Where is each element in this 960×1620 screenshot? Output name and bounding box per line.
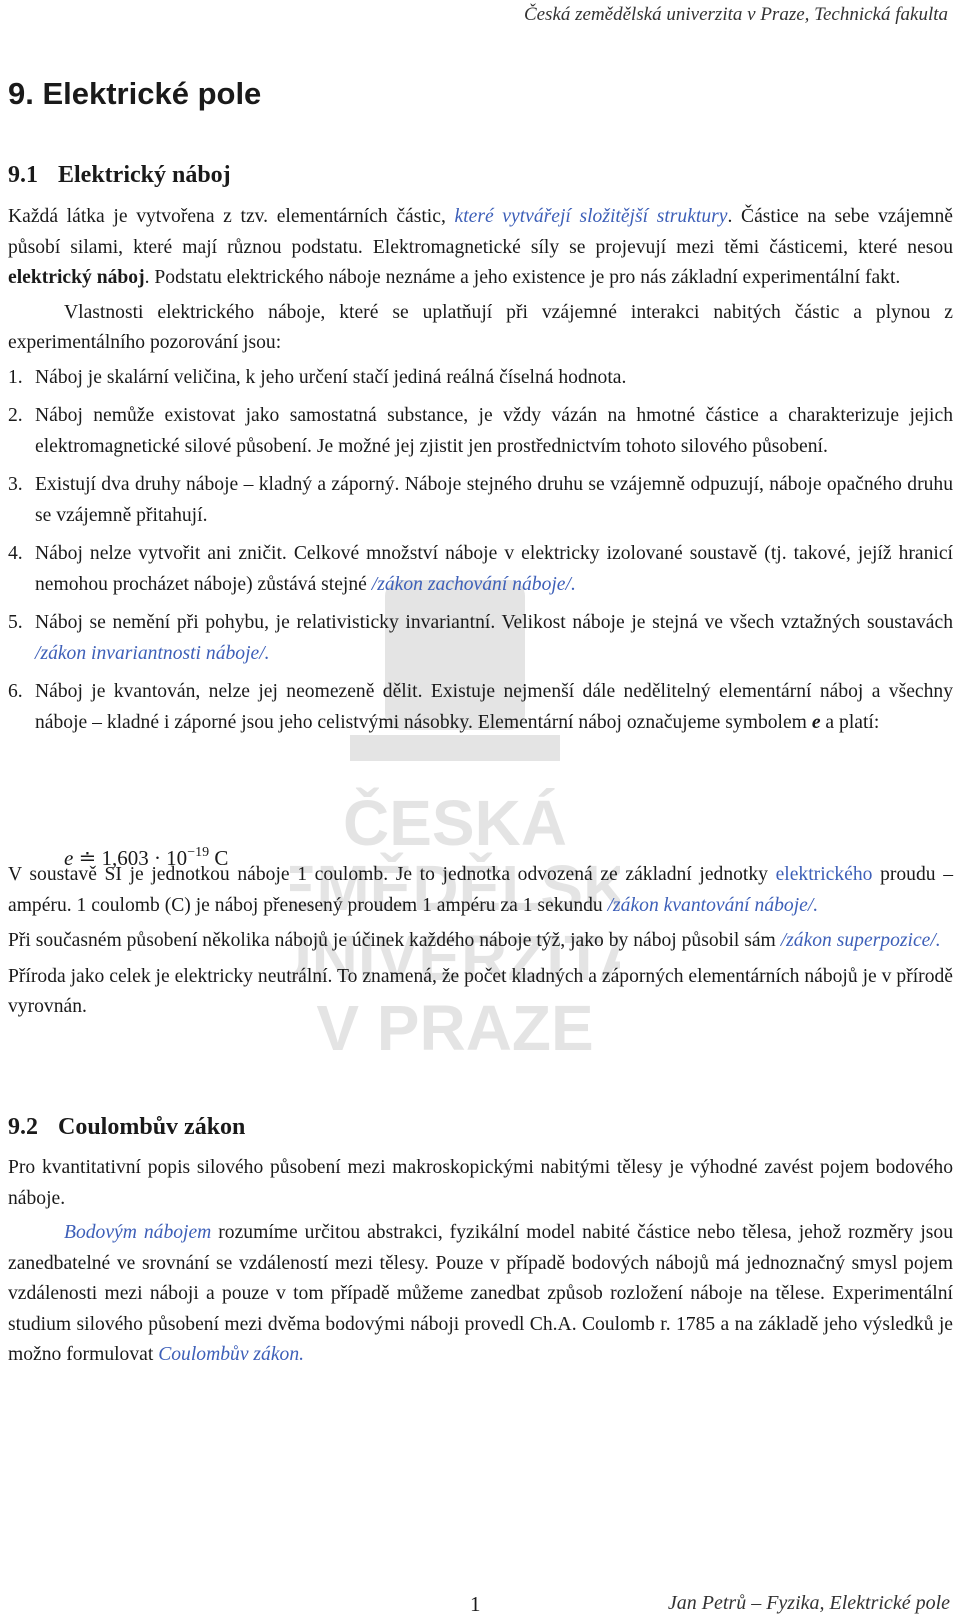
item-number: 1. xyxy=(8,366,23,388)
item-text: Náboj se nemění při pohybu, je relativisticky invariantní. Velikost náboje je stejná ve všech vztažných soustavách xyxy=(35,612,953,633)
point-charge-paragraph xyxy=(8,1218,953,1371)
bold-term: elektrický náboj xyxy=(8,267,145,288)
text-run: . Částice na sebe vzájemně působí silami, které mají různou podstatu. Elektromagnetické síly se projevují mezi těmi částicemi, které nesou xyxy=(8,206,954,258)
page-number: 1 xyxy=(470,1592,481,1616)
term-link[interactable]: Bodovým nábojem xyxy=(64,1222,212,1243)
item-text: a platí: xyxy=(820,711,880,733)
text-run: Každá látka je vytvořena z tzv. elementárních částic, xyxy=(8,206,455,227)
section-title: Coulombův zákon xyxy=(58,1114,246,1140)
properties-list xyxy=(8,363,953,739)
superposition-paragraph xyxy=(8,926,953,957)
formula-unit: C xyxy=(214,846,229,870)
symbol-e: e xyxy=(811,711,821,733)
formula-symbol: e xyxy=(64,846,74,870)
text-run: . Podstatu elektrického náboje neznáme a jeho existence je pro nás základní experimentální fakt. xyxy=(144,267,901,288)
item-number: 5. xyxy=(8,612,23,633)
item-text: Náboj nemůže existovat jako samostatná substance, je vždy vázán na hmotné částice a charakterizuje jejich elektromagnetické silové působení. Je možné jej zjistit jen prostřednictvím tohoto silového působení. xyxy=(35,405,953,457)
section-9-1-body xyxy=(8,202,953,746)
section-number: 9.1 xyxy=(8,162,38,188)
formula-mantissa: 1,603 · 10 xyxy=(101,846,188,870)
item-text: Náboj je kvantován, nelze jej neomezeně dělit. Existuje nejmenší dále nedělitelný elementární náboj a všechny náboje – kladné i záporné jsou jeho celistvými násobky. Elementární náboj označujeme symbolem xyxy=(35,681,953,733)
item-number: 3. xyxy=(8,474,23,495)
point-charge-intro: Pro kvantitativní popis silového působení mezi makroskopickými nabitými tělesy je výhodné zavést pojem bodového náboje. xyxy=(8,1157,953,1209)
intro-paragraph xyxy=(8,202,953,294)
text-run: V soustavě SI je jednotkou náboje 1 coulomb. Je to jednotka odvozená ze základní jednotky xyxy=(8,864,776,885)
formula-relation: ≐ xyxy=(78,846,97,870)
section-title: Elektrický náboj xyxy=(58,162,231,188)
svg-text:UNIVERZITA: NIVERZIT xyxy=(311,922,599,994)
neutrality-paragraph: Příroda jako celek je elektricky neutrální. To znamená, že počet kladných a záporných elementárních nábojů je v přírodě vyrovnán. xyxy=(8,965,953,1017)
law-link[interactable]: Coulombův zákon. xyxy=(158,1344,305,1365)
section-9-1-body-continued xyxy=(8,860,953,1023)
si-unit-paragraph xyxy=(8,860,953,921)
text-run: proudu – ampéru. 1 coulomb (C) je náboj přenesený proudem 1 ampéru za 1 sekundu xyxy=(8,864,954,916)
chapter-title: 9. Elektrické pole xyxy=(8,76,262,111)
list-item xyxy=(8,539,953,600)
item-number: 6. xyxy=(8,681,23,702)
item-text: Existují dva druhy náboje – kladný a záporný. Náboje stejného druhu se vzájemně odpuzují, náboje opačného druhu se vzájemně přitahují. xyxy=(35,474,953,526)
svg-text:V PRAZE: V PRAZE xyxy=(316,992,594,1064)
running-header: Česká zemědělská univerzita v Praze, Technická fakulta xyxy=(523,4,948,25)
running-footer: Jan Petrů – Fyzika, Elektrické pole xyxy=(667,1592,950,1614)
law-link[interactable]: /zákon invariantnosti náboje/. xyxy=(35,642,270,664)
item-text: Náboj je skalární veličina, k jeho určení stačí jediná reálná číselná hodnota. xyxy=(35,366,627,388)
list-item xyxy=(8,608,953,669)
section-number: 9.2 xyxy=(8,1114,38,1140)
svg-text:ČESKÁ: ČESKÁ xyxy=(342,787,568,859)
law-link[interactable]: /zákon kvantování náboje/. xyxy=(607,894,819,916)
item-number: 2. xyxy=(8,405,23,426)
term-link[interactable]: elektrického xyxy=(775,864,873,885)
section-heading-9-1 xyxy=(8,162,231,189)
properties-intro: Vlastnosti elektrického náboje, které se uplatňují při vzájemné interakci nabitých částic a plynou z experimentálního pozorování jsou: xyxy=(8,301,953,353)
item-number: 4. xyxy=(8,543,23,564)
text-run: Při současném působení několika nábojů je účinek každého náboje týž, jako by náboj působil sám xyxy=(8,930,781,951)
law-link[interactable]: /zákon superpozice/. xyxy=(780,930,941,951)
item-text: Náboj nelze vytvořit ani zničit. Celkové množství náboje v elektricky izolované soustavě (tj. takové, jejíž hranicí nemohou procházet náboje) zůstává stejné xyxy=(35,543,953,595)
text-run: rozumíme určitou abstrakci, fyzikální model nabité částice nebo tělesa, jehož rozměry jsou zanedbatelné ve srovnání se vzdáleností mezi tělesy. Pouze v případě bodových nábojů má jednoznačný smysl pojem vzdálenosti mezi náboji a pouze v tom případě můžeme zanedbat způsob rozložení náboje na tělese. Experimentální studium silového působení mezi dvěma bodovými náboji provedl Ch.A. Coulomb r. 1785 a na základě jeho výsledků je možno formulovat xyxy=(8,1222,953,1365)
list-item xyxy=(8,401,953,462)
section-9-2-body xyxy=(8,1153,953,1371)
formula-exponent: −19 xyxy=(187,845,210,860)
list-item xyxy=(8,470,953,531)
svg-text:ZEMĚDĚLSKÁ: EMĚDĚLSK xyxy=(290,852,620,924)
law-link[interactable]: /zákon zachování náboje/. xyxy=(371,573,576,595)
list-item xyxy=(8,677,953,738)
term-link[interactable]: které vytvářejí složitější struktury xyxy=(454,206,728,227)
section-heading-9-2 xyxy=(8,1114,245,1141)
list-item xyxy=(8,363,953,394)
